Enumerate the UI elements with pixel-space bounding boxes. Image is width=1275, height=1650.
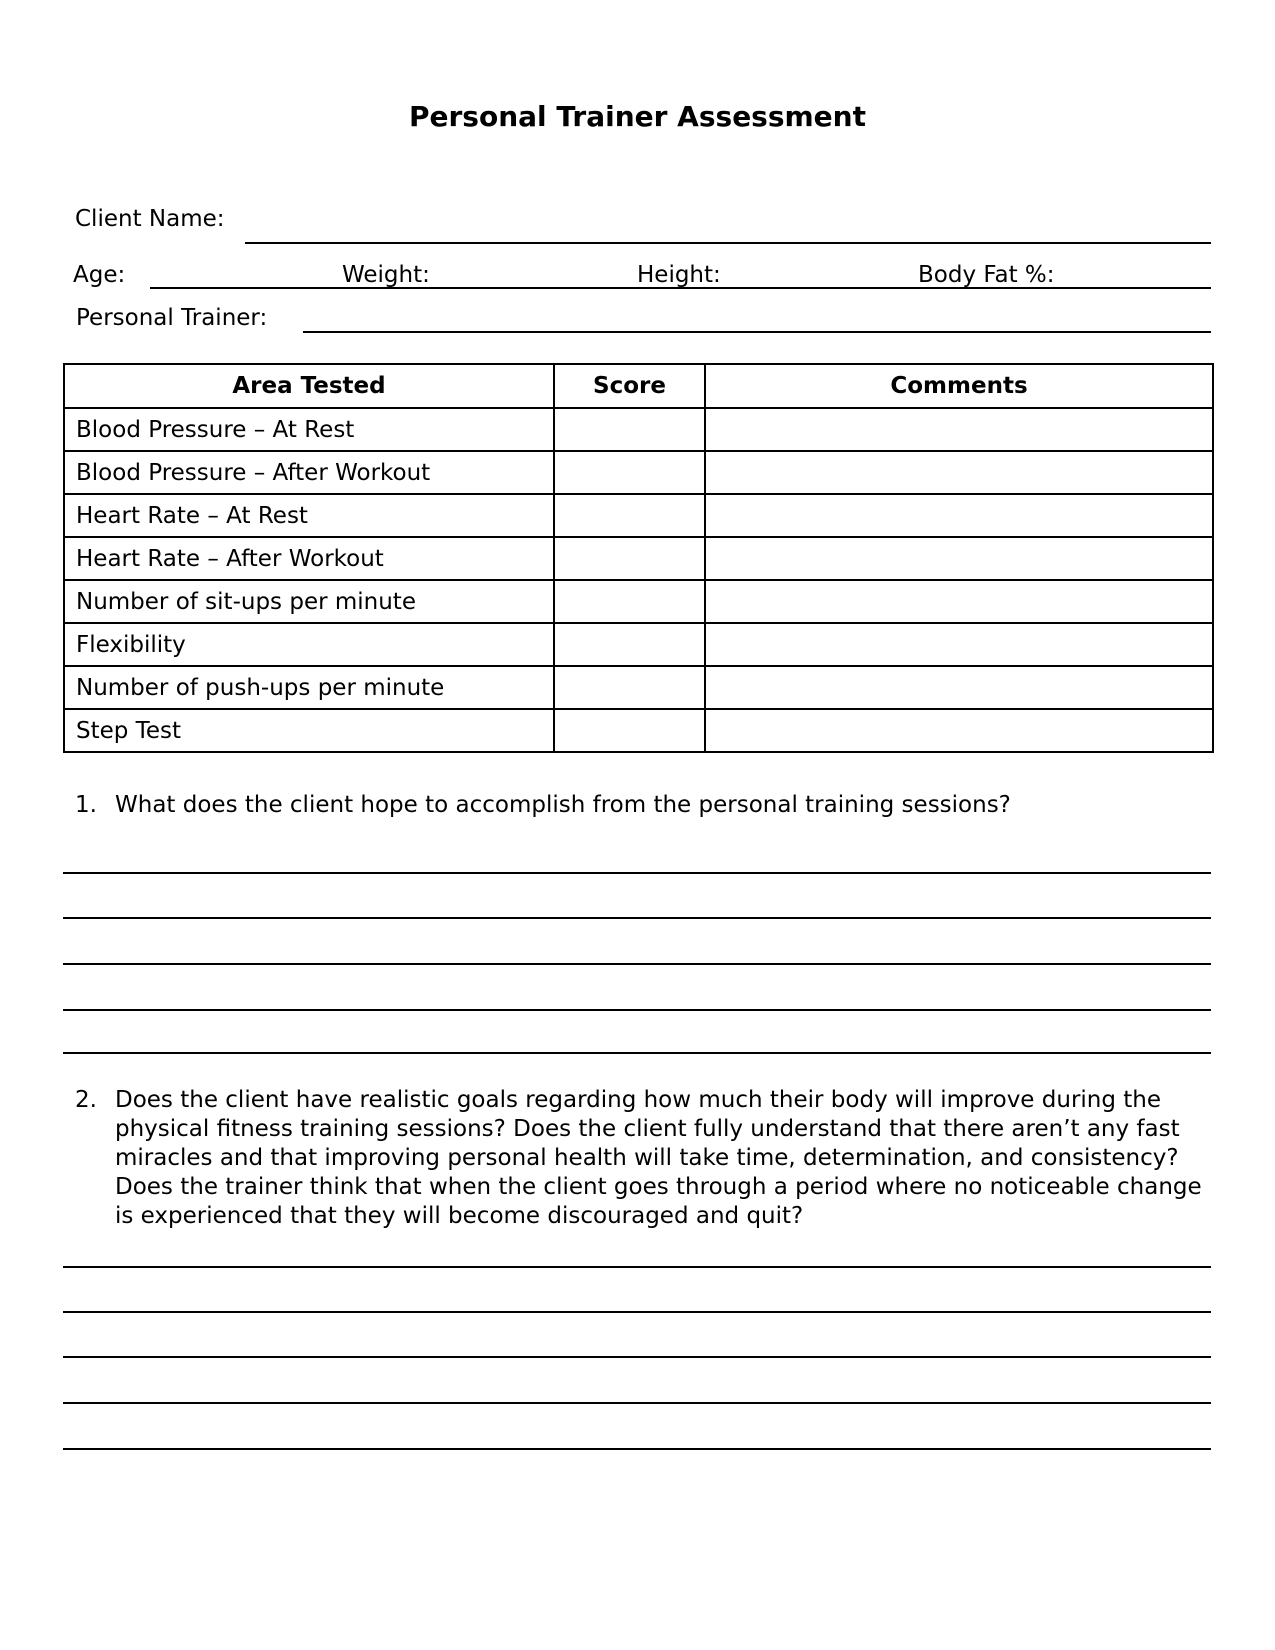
score-cell	[554, 537, 705, 580]
client-name-field-line	[245, 242, 1211, 244]
personal-trainer-label: Personal Trainer:	[76, 305, 268, 331]
question-2	[75, 1086, 1210, 1231]
area-cell: Number of push-ups per minute	[64, 666, 554, 709]
age-label: Age:	[73, 262, 126, 288]
answer-line	[63, 1311, 1211, 1313]
score-cell	[554, 494, 705, 537]
comments-cell	[705, 494, 1213, 537]
answer-line	[63, 872, 1211, 874]
question-1-number: 1.	[75, 792, 97, 818]
score-header: Score	[554, 364, 705, 408]
table-row	[64, 709, 1213, 752]
body-fat-label: Body Fat %:	[918, 262, 1055, 288]
answer-line	[63, 1448, 1211, 1450]
area-cell: Number of sit-ups per minute	[64, 580, 554, 623]
table-header-row	[64, 364, 1213, 408]
table-row	[64, 408, 1213, 451]
comments-header: Comments	[705, 364, 1213, 408]
answer-line	[63, 1266, 1211, 1268]
answer-line	[63, 917, 1211, 919]
table-row	[64, 451, 1213, 494]
answer-line	[63, 1052, 1211, 1054]
answer-line	[63, 1356, 1211, 1358]
answer-line	[63, 1009, 1211, 1011]
height-label: Height:	[637, 262, 721, 288]
area-cell: Blood Pressure – At Rest	[64, 408, 554, 451]
answer-line	[63, 963, 1211, 965]
score-cell	[554, 709, 705, 752]
personal-trainer-field-line	[303, 331, 1211, 333]
area-cell: Heart Rate – After Workout	[64, 537, 554, 580]
table-row	[64, 580, 1213, 623]
table-row	[64, 537, 1213, 580]
table-row	[64, 666, 1213, 709]
score-cell	[554, 451, 705, 494]
comments-cell	[705, 408, 1213, 451]
page-title: Personal Trainer Assessment	[408, 100, 866, 133]
question-1-text: What does the client hope to accomplish from the personal training sessions?	[115, 792, 1011, 818]
comments-cell	[705, 709, 1213, 752]
area-tested-header: Area Tested	[64, 364, 554, 408]
question-1	[75, 791, 1215, 820]
client-name-label: Client Name:	[75, 206, 225, 232]
weight-label: Weight:	[342, 262, 430, 288]
score-cell	[554, 666, 705, 709]
table-row	[64, 494, 1213, 537]
area-cell: Step Test	[64, 709, 554, 752]
score-cell	[554, 408, 705, 451]
area-cell: Heart Rate – At Rest	[64, 494, 554, 537]
question-2-number: 2.	[75, 1087, 97, 1113]
comments-cell	[705, 580, 1213, 623]
area-cell: Blood Pressure – After Workout	[64, 451, 554, 494]
table-row	[64, 623, 1213, 666]
score-cell	[554, 580, 705, 623]
assessment-table	[63, 363, 1214, 753]
comments-cell	[705, 666, 1213, 709]
question-2-text: Does the client have realistic goals regarding how much their body will improve during the physical fitness training sessions? Does the client fully understand that there aren’t any fast miracles and that improving personal health will take time, determination, and consistency? Does the trainer think that when the client goes through a period where no noticeable change is experienced that they will become discouraged and quit?	[115, 1087, 1202, 1229]
comments-cell	[705, 623, 1213, 666]
comments-cell	[705, 537, 1213, 580]
answer-line	[63, 1402, 1211, 1404]
area-cell: Flexibility	[64, 623, 554, 666]
comments-cell	[705, 451, 1213, 494]
score-cell	[554, 623, 705, 666]
